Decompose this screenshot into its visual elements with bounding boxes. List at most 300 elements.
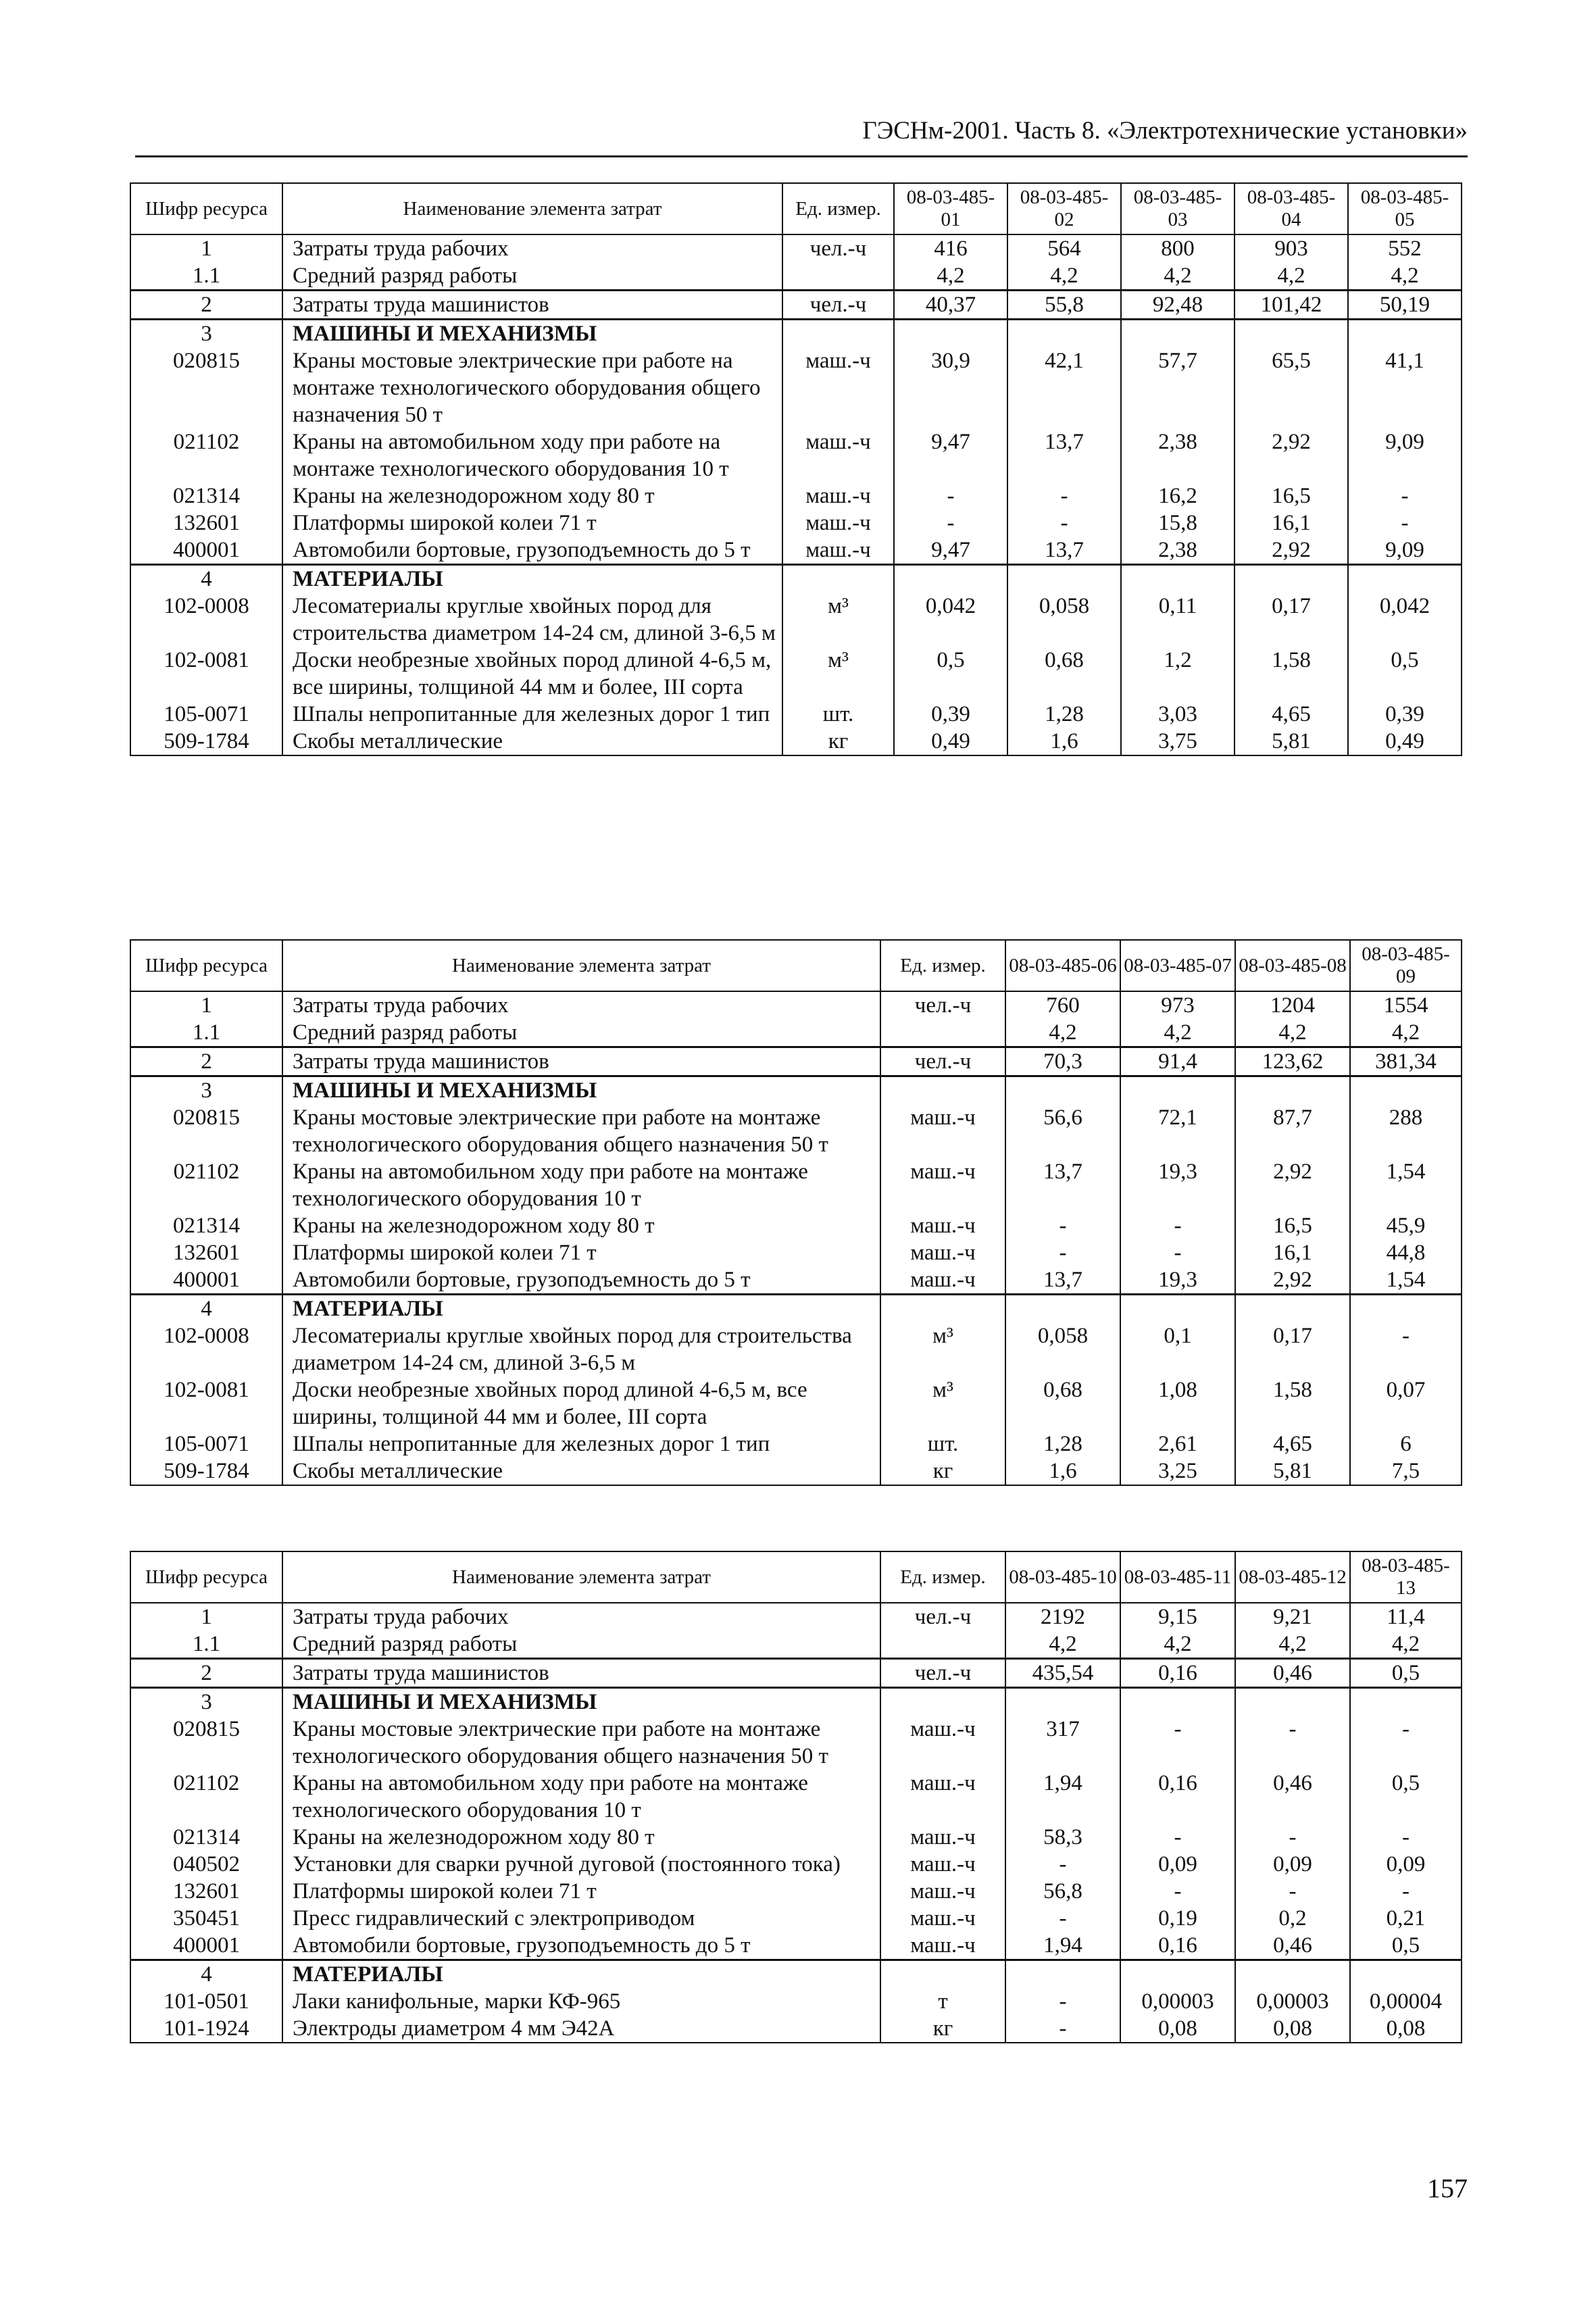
unit-of-measure [782, 262, 894, 291]
norm-value: 11,4 [1350, 1603, 1462, 1631]
unit-of-measure [782, 320, 894, 348]
table-row [130, 1960, 1462, 1989]
resource-code: 1 [130, 1603, 282, 1631]
norm-value [1348, 320, 1462, 348]
table-row [130, 1158, 1462, 1212]
norm-value: 973 [1120, 991, 1235, 1019]
resource-code: 102-0008 [130, 593, 282, 647]
norm-value: 5,81 [1235, 728, 1348, 755]
norm-value [1235, 1960, 1350, 1989]
norm-value: 0,5 [1350, 1659, 1462, 1688]
header-norm-code: 08-03-485-01 [894, 183, 1007, 234]
norm-value [1120, 1295, 1235, 1323]
cost-item-name: Средний разряд работы [282, 262, 782, 291]
resource-code: 1 [130, 234, 282, 262]
resource-code: 1.1 [130, 1631, 282, 1659]
norm-value: 1,08 [1120, 1376, 1235, 1430]
cost-item-name: Краны на автомобильном ходу при работе на монтаже технологического оборудования 10 т [282, 1158, 880, 1212]
table-row [130, 1716, 1462, 1770]
resource-code: 020815 [130, 1104, 282, 1158]
resource-table-1 [130, 182, 1462, 756]
norm-value: 564 [1007, 234, 1121, 262]
norm-value: 41,1 [1348, 347, 1462, 428]
norm-value: 9,21 [1235, 1603, 1350, 1631]
unit-of-measure: кг [880, 2015, 1005, 2043]
norm-value: 2,61 [1120, 1430, 1235, 1458]
norm-value: 2,92 [1235, 428, 1348, 482]
table-row [130, 1376, 1462, 1430]
norm-value: 0,00004 [1350, 1988, 1462, 2015]
unit-of-measure: маш.-ч [880, 1932, 1005, 1960]
norm-value: 58,3 [1005, 1824, 1120, 1851]
norm-value: 1,6 [1005, 1458, 1120, 1485]
norm-value: 7,5 [1350, 1458, 1462, 1485]
header-code: Шифр ресурса [130, 940, 282, 991]
norm-value: 9,47 [894, 428, 1007, 482]
resource-code: 400001 [130, 1932, 282, 1960]
resource-code: 102-0081 [130, 1376, 282, 1430]
resource-table-2 [130, 939, 1462, 1486]
norm-value [894, 565, 1007, 593]
resource-code: 2 [130, 291, 282, 320]
norm-value: 288 [1350, 1104, 1462, 1158]
norm-value: 2192 [1005, 1603, 1120, 1631]
norm-value: 0,68 [1005, 1376, 1120, 1430]
table-row [130, 262, 1462, 291]
norm-value: 16,5 [1235, 1212, 1350, 1239]
cost-item-name: Затраты труда рабочих [282, 234, 782, 262]
norm-value: 0,39 [894, 701, 1007, 728]
norm-value: 0,46 [1235, 1770, 1350, 1824]
norm-value: - [1350, 1716, 1462, 1770]
norm-value [1005, 1688, 1120, 1716]
norm-value: - [1005, 2015, 1120, 2043]
norm-value: 0,16 [1120, 1659, 1235, 1688]
table-row [130, 1266, 1462, 1295]
resource-code: 021314 [130, 1212, 282, 1239]
norm-value: - [1235, 1716, 1350, 1770]
resource-code: 021102 [130, 428, 282, 482]
cost-item-name: Лесоматериалы круглые хвойных пород для строительства диаметром 14-24 см, длиной 3-6,5 м [282, 593, 782, 647]
norm-value: 0,17 [1235, 593, 1348, 647]
norm-value: 0,00003 [1120, 1988, 1235, 2015]
norm-value: 0,5 [1348, 647, 1462, 701]
resource-code: 2 [130, 1047, 282, 1076]
resource-code: 101-0501 [130, 1988, 282, 2015]
norm-value: 4,65 [1235, 1430, 1350, 1458]
header-norm-code: 08-03-485-12 [1235, 1551, 1350, 1603]
table-row [130, 1047, 1462, 1076]
norm-value: 40,37 [894, 291, 1007, 320]
norm-value: 45,9 [1350, 1212, 1462, 1239]
norm-value: 4,2 [1005, 1631, 1120, 1659]
resource-code: 1 [130, 991, 282, 1019]
norm-value: 0,09 [1120, 1851, 1235, 1878]
norm-value: 0,49 [894, 728, 1007, 755]
running-header [135, 114, 1468, 157]
unit-of-measure [880, 1019, 1005, 1047]
norm-value: 72,1 [1120, 1104, 1235, 1158]
resource-code: 132601 [130, 1878, 282, 1905]
unit-of-measure [880, 1076, 1005, 1105]
norm-value: - [1120, 1716, 1235, 1770]
resource-code: 350451 [130, 1905, 282, 1932]
unit-of-measure: маш.-ч [880, 1158, 1005, 1212]
unit-of-measure: чел.-ч [782, 291, 894, 320]
cost-item-name: Затраты труда рабочих [282, 991, 880, 1019]
norm-value: - [1005, 1905, 1120, 1932]
norm-value: - [894, 482, 1007, 509]
unit-of-measure: маш.-ч [880, 1716, 1005, 1770]
resource-code: 105-0071 [130, 1430, 282, 1458]
norm-value: 4,2 [1350, 1019, 1462, 1047]
cost-item-name: Краны на железнодорожном ходу 80 т [282, 482, 782, 509]
norm-value: 4,2 [1235, 1631, 1350, 1659]
cost-item-name: Платформы широкой колеи 71 т [282, 1878, 880, 1905]
cost-item-name: Автомобили бортовые, грузоподъемность до 5 т [282, 1932, 880, 1960]
norm-value: 4,2 [1235, 262, 1348, 291]
resource-code: 040502 [130, 1851, 282, 1878]
section-heading: МАШИНЫ И МЕХАНИЗМЫ [282, 1688, 880, 1716]
norm-value: - [1120, 1878, 1235, 1905]
resource-code: 020815 [130, 1716, 282, 1770]
cost-item-name: Автомобили бортовые, грузоподъемность до 5 т [282, 1266, 880, 1295]
norm-value: 0,5 [1350, 1770, 1462, 1824]
header-code: Шифр ресурса [130, 183, 282, 234]
norm-value: 4,2 [1121, 262, 1235, 291]
norm-value: 3,75 [1121, 728, 1235, 755]
table-header-row [130, 940, 1462, 991]
resource-code: 021314 [130, 482, 282, 509]
resource-code: 3 [130, 1688, 282, 1716]
table-header-row [130, 1551, 1462, 1603]
norm-value [894, 320, 1007, 348]
norm-value: 1,94 [1005, 1770, 1120, 1824]
norm-value [1005, 1960, 1120, 1989]
norm-value: - [1350, 1878, 1462, 1905]
norm-value: 0,058 [1007, 593, 1121, 647]
unit-of-measure: чел.-ч [880, 1047, 1005, 1076]
cost-item-name: Краны на железнодорожном ходу 80 т [282, 1212, 880, 1239]
norm-value: - [894, 509, 1007, 537]
norm-value: 416 [894, 234, 1007, 262]
norm-value: 1,94 [1005, 1932, 1120, 1960]
table-row [130, 728, 1462, 755]
norm-value: 9,47 [894, 537, 1007, 565]
norm-value: 0,5 [894, 647, 1007, 701]
table-row [130, 1076, 1462, 1105]
norm-value: 0,09 [1235, 1851, 1350, 1878]
header-norm-code: 08-03-485-03 [1121, 183, 1235, 234]
norm-value: 65,5 [1235, 347, 1348, 428]
resource-code: 4 [130, 565, 282, 593]
unit-of-measure: м³ [880, 1322, 1005, 1376]
table-row [130, 1824, 1462, 1851]
resource-code: 2 [130, 1659, 282, 1688]
norm-value: 9,09 [1348, 537, 1462, 565]
norm-value: 1,2 [1121, 647, 1235, 701]
resource-code: 132601 [130, 1239, 282, 1266]
resource-code: 400001 [130, 537, 282, 565]
norm-value: - [1120, 1239, 1235, 1266]
norm-value: 0,08 [1350, 2015, 1462, 2043]
table-row [130, 1430, 1462, 1458]
unit-of-measure: т [880, 1988, 1005, 2015]
norm-value [1350, 1688, 1462, 1716]
resource-code: 509-1784 [130, 1458, 282, 1485]
norm-value: 123,62 [1235, 1047, 1350, 1076]
cost-item-name: Платформы широкой колеи 71 т [282, 509, 782, 537]
cost-item-name: Затраты труда машинистов [282, 1047, 880, 1076]
norm-value: 56,8 [1005, 1878, 1120, 1905]
resource-code: 021102 [130, 1770, 282, 1824]
norm-value: 1,28 [1005, 1430, 1120, 1458]
norm-value: 4,2 [1350, 1631, 1462, 1659]
cost-item-name: Доски необрезные хвойных пород длиной 4-6,5 м, все ширины, толщиной 44 мм и более, III сорта [282, 647, 782, 701]
norm-value: 16,5 [1235, 482, 1348, 509]
unit-of-measure: маш.-ч [880, 1905, 1005, 1932]
norm-value: - [1235, 1878, 1350, 1905]
norm-value: 55,8 [1007, 291, 1121, 320]
norm-value: 4,2 [894, 262, 1007, 291]
header-code: Шифр ресурса [130, 1551, 282, 1603]
norm-value: 0,042 [1348, 593, 1462, 647]
norm-value: 0,09 [1350, 1851, 1462, 1878]
table-row [130, 1104, 1462, 1158]
unit-of-measure: кг [782, 728, 894, 755]
table-row [130, 291, 1462, 320]
table-row [130, 428, 1462, 482]
norm-value: 9,09 [1348, 428, 1462, 482]
norm-value: 1,58 [1235, 1376, 1350, 1430]
cost-item-name: Краны мостовые электрические при работе на монтаже технологического оборудования общего назначения 50 т [282, 347, 782, 428]
norm-value [1348, 565, 1462, 593]
norm-value: 16,1 [1235, 509, 1348, 537]
norm-value: 0,07 [1350, 1376, 1462, 1430]
unit-of-measure [782, 565, 894, 593]
norm-value: 0,00003 [1235, 1988, 1350, 2015]
norm-value: 435,54 [1005, 1659, 1120, 1688]
norm-value: 13,7 [1007, 428, 1121, 482]
header-norm-code: 08-03-485-09 [1350, 940, 1462, 991]
header-norm-code: 08-03-485-04 [1235, 183, 1348, 234]
norm-value: 2,92 [1235, 537, 1348, 565]
unit-of-measure: чел.-ч [880, 991, 1005, 1019]
norm-value: 0,16 [1120, 1770, 1235, 1824]
header-unit: Ед. измер. [880, 1551, 1005, 1603]
resource-code: 1.1 [130, 1019, 282, 1047]
norm-value: 1,54 [1350, 1158, 1462, 1212]
resource-code: 102-0008 [130, 1322, 282, 1376]
norm-value: - [1235, 1824, 1350, 1851]
cost-item-name: Автомобили бортовые, грузоподъемность до 5 т [282, 537, 782, 565]
norm-value: 13,7 [1007, 537, 1121, 565]
cost-item-name: Краны мостовые электрические при работе на монтаже технологического оборудования общего назначения 50 т [282, 1716, 880, 1770]
table-row [130, 2015, 1462, 2043]
resource-code: 021314 [130, 1824, 282, 1851]
table-row [130, 991, 1462, 1019]
cost-item-name: Затраты труда машинистов [282, 1659, 880, 1688]
table-header-row [130, 183, 1462, 234]
unit-of-measure: маш.-ч [782, 347, 894, 428]
norm-value: 2,38 [1121, 428, 1235, 482]
unit-of-measure: маш.-ч [880, 1104, 1005, 1158]
cost-item-name: Скобы металлические [282, 728, 782, 755]
unit-of-measure: маш.-ч [782, 509, 894, 537]
table-row [130, 1659, 1462, 1688]
table-row [130, 1770, 1462, 1824]
table-row [130, 320, 1462, 348]
document-title: ГЭСНм-2001. Часть 8. «Электротехнические установки» [862, 117, 1468, 145]
norm-value [1121, 565, 1235, 593]
cost-item-name: Краны на железнодорожном ходу 80 т [282, 1824, 880, 1851]
cost-item-name: Средний разряд работы [282, 1019, 880, 1047]
norm-value [1120, 1688, 1235, 1716]
table-row [130, 1019, 1462, 1047]
norm-value [1005, 1295, 1120, 1323]
table-row [130, 1905, 1462, 1932]
norm-value: 1,28 [1007, 701, 1121, 728]
table-row [130, 1458, 1462, 1485]
table-row [130, 593, 1462, 647]
norm-value: 56,6 [1005, 1104, 1120, 1158]
unit-of-measure: шт. [880, 1430, 1005, 1458]
resource-code: 3 [130, 1076, 282, 1105]
norm-value: 4,2 [1348, 262, 1462, 291]
unit-of-measure: м³ [782, 593, 894, 647]
table-row [130, 647, 1462, 701]
norm-value [1235, 320, 1348, 348]
norm-value: 2,38 [1121, 537, 1235, 565]
unit-of-measure: шт. [782, 701, 894, 728]
table-row [130, 1631, 1462, 1659]
norm-value: 903 [1235, 234, 1348, 262]
norm-value: 0,39 [1348, 701, 1462, 728]
norm-value: - [1005, 1851, 1120, 1878]
norm-value: - [1120, 1212, 1235, 1239]
resource-code: 102-0081 [130, 647, 282, 701]
norm-value: 13,7 [1005, 1266, 1120, 1295]
norm-value: 16,2 [1121, 482, 1235, 509]
cost-item-name: Доски необрезные хвойных пород длиной 4-6,5 м, все ширины, толщиной 44 мм и более, III сорта [282, 1376, 880, 1430]
page-number: 157 [1427, 2173, 1468, 2204]
resource-code: 021102 [130, 1158, 282, 1212]
norm-value: 1204 [1235, 991, 1350, 1019]
resource-code: 020815 [130, 347, 282, 428]
unit-of-measure: маш.-ч [880, 1851, 1005, 1878]
cost-item-name: Установки для сварки ручной дуговой (постоянного тока) [282, 1851, 880, 1878]
norm-value: 552 [1348, 234, 1462, 262]
norm-value: - [1350, 1824, 1462, 1851]
unit-of-measure: маш.-ч [880, 1878, 1005, 1905]
norm-value: 4,2 [1120, 1019, 1235, 1047]
unit-of-measure: м³ [782, 647, 894, 701]
norm-value: 1554 [1350, 991, 1462, 1019]
section-heading: МАТЕРИАЛЫ [282, 565, 782, 593]
cost-item-name: Краны на автомобильном ходу при работе на монтаже технологического оборудования 10 т [282, 1770, 880, 1824]
norm-value: 6 [1350, 1430, 1462, 1458]
table-row [130, 1688, 1462, 1716]
norm-value: - [1120, 1824, 1235, 1851]
table-row [130, 1322, 1462, 1376]
table-row [130, 1851, 1462, 1878]
norm-value: - [1007, 509, 1121, 537]
norm-value: 87,7 [1235, 1104, 1350, 1158]
norm-value: 0,46 [1235, 1659, 1350, 1688]
resource-code: 1.1 [130, 262, 282, 291]
unit-of-measure: чел.-ч [782, 234, 894, 262]
table-row [130, 537, 1462, 565]
unit-of-measure: маш.-ч [782, 482, 894, 509]
norm-value: 0,5 [1350, 1932, 1462, 1960]
cost-item-name: Шпалы непропитанные для железных дорог 1 тип [282, 1430, 880, 1458]
norm-value: 30,9 [894, 347, 1007, 428]
norm-value: 4,2 [1120, 1631, 1235, 1659]
norm-value: 50,19 [1348, 291, 1462, 320]
resource-code: 132601 [130, 509, 282, 537]
norm-value [1121, 320, 1235, 348]
header-unit: Ед. измер. [782, 183, 894, 234]
cost-item-name: Затраты труда машинистов [282, 291, 782, 320]
norm-value: 42,1 [1007, 347, 1121, 428]
unit-of-measure: маш.-ч [880, 1266, 1005, 1295]
unit-of-measure [880, 1631, 1005, 1659]
norm-value: 0,16 [1120, 1932, 1235, 1960]
table-row [130, 1878, 1462, 1905]
unit-of-measure [880, 1960, 1005, 1989]
header-norm-code: 08-03-485-10 [1005, 1551, 1120, 1603]
norm-value: 19,3 [1120, 1158, 1235, 1212]
norm-value: 0,08 [1235, 2015, 1350, 2043]
table-row [130, 1212, 1462, 1239]
norm-value: 0,11 [1121, 593, 1235, 647]
resource-code: 509-1784 [130, 728, 282, 755]
norm-value: 0,042 [894, 593, 1007, 647]
unit-of-measure: маш.-ч [782, 537, 894, 565]
norm-value: - [1005, 1239, 1120, 1266]
norm-value: 4,65 [1235, 701, 1348, 728]
norm-value [1120, 1076, 1235, 1105]
unit-of-measure: маш.-ч [880, 1824, 1005, 1851]
unit-of-measure: кг [880, 1458, 1005, 1485]
header-norm-code: 08-03-485-11 [1120, 1551, 1235, 1603]
norm-value: 0,1 [1120, 1322, 1235, 1376]
norm-value: 0,19 [1120, 1905, 1235, 1932]
cost-item-name: Краны на автомобильном ходу при работе на монтаже технологического оборудования 10 т [282, 428, 782, 482]
norm-value: 19,3 [1120, 1266, 1235, 1295]
norm-value: - [1005, 1988, 1120, 2015]
norm-value [1007, 565, 1121, 593]
norm-value: 0,49 [1348, 728, 1462, 755]
unit-of-measure: маш.-ч [880, 1212, 1005, 1239]
norm-value [1235, 565, 1348, 593]
unit-of-measure: чел.-ч [880, 1603, 1005, 1631]
table-row [130, 1295, 1462, 1323]
unit-of-measure: маш.-ч [880, 1239, 1005, 1266]
norm-value: 3,25 [1120, 1458, 1235, 1485]
norm-value [1235, 1076, 1350, 1105]
table-row [130, 1239, 1462, 1266]
cost-item-name: Лесоматериалы круглые хвойных пород для строительства диаметром 14-24 см, длиной 3-6,5 м [282, 1322, 880, 1376]
unit-of-measure: м³ [880, 1376, 1005, 1430]
unit-of-measure: маш.-ч [782, 428, 894, 482]
norm-value: 44,8 [1350, 1239, 1462, 1266]
norm-value: 0,21 [1350, 1905, 1462, 1932]
norm-value: 0,08 [1120, 2015, 1235, 2043]
norm-value: - [1005, 1212, 1120, 1239]
resource-code: 4 [130, 1960, 282, 1989]
table-row [130, 1603, 1462, 1631]
